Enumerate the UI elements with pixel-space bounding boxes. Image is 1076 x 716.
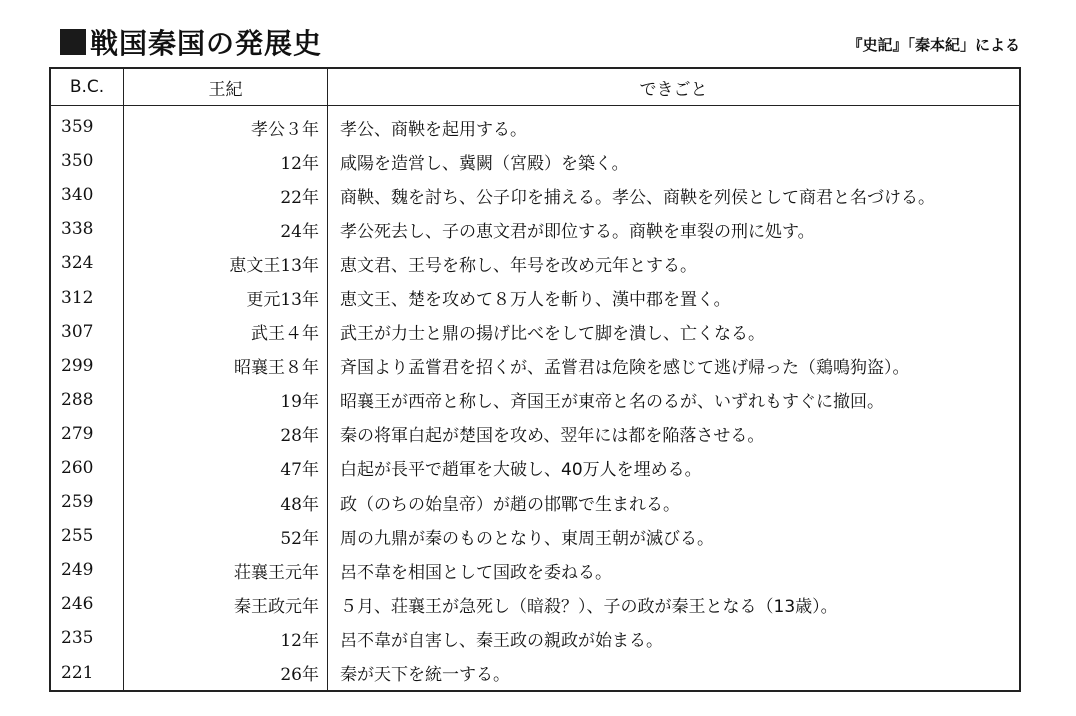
cell-event: 孝公、商鞅を起用する。 [340, 119, 527, 140]
table-row [50, 178, 1020, 212]
cell-event: ５月、荘襄王が急死し（暗殺？）、子の政が秦王となる（13歳）。 [340, 596, 838, 617]
table-row [50, 621, 1020, 655]
cell-year: 340 [50, 178, 124, 212]
table-header-row [50, 68, 1020, 106]
cell-year: 249 [50, 553, 124, 587]
title-square-icon [60, 29, 86, 55]
table-row [50, 212, 1020, 246]
cell-year: 259 [50, 485, 124, 519]
table-row [50, 349, 1020, 383]
table-row [50, 485, 1020, 519]
cell-event: 白起が長平で趙軍を大破し、40万人を埋める。 [340, 460, 702, 481]
table-row [50, 383, 1020, 417]
cell-event: 恵文王、楚を攻めて８万人を斬り、漢中郡を置く。 [340, 290, 731, 311]
cell-event: 商鞅、魏を討ち、公子卬を捕える。孝公、商鞅を列侯として商君と名づける。 [340, 187, 935, 208]
cell-reign: 12年 [124, 144, 328, 178]
cell-reign: 恵文王13年 [124, 246, 328, 280]
cell-year: 255 [50, 519, 124, 553]
cell-event: 秦の将軍白起が楚国を攻め、翌年には都を陥落させる。 [340, 426, 765, 447]
column-header-event: できごと [328, 68, 1021, 106]
table-row [50, 417, 1020, 451]
cell-year: 324 [50, 246, 124, 280]
table-row [50, 519, 1020, 553]
page-title [60, 24, 322, 60]
cell-reign: 孝公３年 [124, 106, 328, 145]
cell-event: 昭襄王が西帝と称し、斉国王が東帝と名のるが、いずれもすぐに撤回。 [340, 392, 884, 413]
cell-year: 260 [50, 451, 124, 485]
cell-event: 呂不韋が自害し、秦王政の親政が始まる。 [340, 630, 663, 651]
cell-reign: 武王４年 [124, 315, 328, 349]
cell-event: 斉国より孟嘗君を招くが、孟嘗君は危険を感じて逃げ帰った（鶏鳴狗盗）。 [340, 358, 910, 379]
cell-reign: 昭襄王８年 [124, 349, 328, 383]
cell-year: 221 [50, 656, 124, 691]
cell-event: 呂不韋を相国として国政を委ねる。 [340, 562, 612, 583]
column-header-reign: 王紀 [124, 68, 328, 106]
cell-reign: 秦王政元年 [124, 587, 328, 621]
table-row [50, 553, 1020, 587]
title-text: 戦国秦国の発展史 [90, 27, 323, 60]
cell-reign: 47年 [124, 451, 328, 485]
table-row [50, 144, 1020, 178]
table-row [50, 246, 1020, 280]
cell-reign: 12年 [124, 621, 328, 655]
table-row [50, 315, 1020, 349]
cell-year: 359 [50, 106, 124, 145]
cell-reign: 26年 [124, 656, 328, 691]
source-note: 『史記』「秦本紀」による [847, 36, 1020, 54]
cell-event: 恵文君、王号を称し、年号を改め元年とする。 [340, 255, 697, 276]
cell-reign: 52年 [124, 519, 328, 553]
cell-event: 周の九鼎が秦のものとなり、東周王朝が滅びる。 [340, 528, 714, 549]
cell-reign: 48年 [124, 485, 328, 519]
cell-reign: 22年 [124, 178, 328, 212]
history-table [49, 67, 1021, 692]
column-header-year: B.C. [50, 68, 124, 106]
cell-year: 307 [50, 315, 124, 349]
table-row [50, 280, 1020, 314]
cell-reign: 28年 [124, 417, 328, 451]
cell-year: 338 [50, 212, 124, 246]
table-row [50, 106, 1020, 145]
cell-year: 312 [50, 280, 124, 314]
cell-reign: 19年 [124, 383, 328, 417]
cell-reign: 更元13年 [124, 280, 328, 314]
cell-event: 政（のちの始皇帝）が趙の邯鄲で生まれる。 [340, 494, 680, 515]
table-body [50, 106, 1020, 691]
cell-event: 武王が力士と鼎の揚げ比べをして脚を潰し、亡くなる。 [340, 324, 765, 345]
cell-year: 246 [50, 587, 124, 621]
cell-event: 咸陽を造営し、冀闕（宮殿）を築く。 [340, 153, 629, 174]
table-row [50, 451, 1020, 485]
table-row [50, 656, 1020, 691]
cell-event: 秦が天下を統一する。 [340, 665, 510, 686]
cell-reign: 荘襄王元年 [124, 553, 328, 587]
cell-year: 299 [50, 349, 124, 383]
table-row [50, 587, 1020, 621]
cell-reign: 24年 [124, 212, 328, 246]
cell-year: 279 [50, 417, 124, 451]
cell-year: 235 [50, 621, 124, 655]
cell-event: 孝公死去し、子の恵文君が即位する。商鞅を車裂の刑に処す。 [340, 221, 815, 242]
cell-year: 288 [50, 383, 124, 417]
cell-year: 350 [50, 144, 124, 178]
